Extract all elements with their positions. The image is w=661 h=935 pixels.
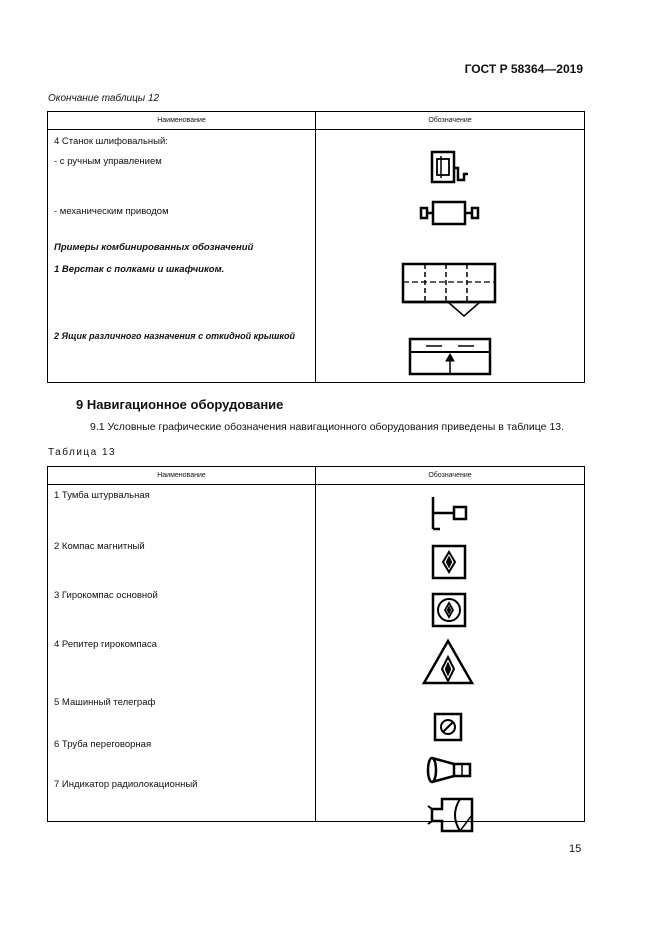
manual-grinding-machine-icon [428,148,478,188]
table-13-caption: Таблица 13 [48,447,117,458]
box-with-hinged-lid-icon [406,336,496,378]
table-12-names-cell [48,130,316,383]
workbench-with-shelves-icon [398,258,502,322]
row-manual-control: - с ручным управлением [54,156,162,167]
row-magnetic-compass: 2 Компас магнитный [54,541,145,552]
row-combined-examples-heading: Примеры комбинированных обозначений [54,242,254,253]
gyro-repeater-icon [420,637,476,689]
table-13 [47,466,585,822]
row-box-with-lid: 2 Ящик различного назначения с откидной крышкой [54,331,295,341]
table-continuation-caption: Окончание таблицы 12 [48,93,160,104]
main-gyrocompass-icon [430,591,470,631]
table-12 [47,111,585,383]
steering-pedestal-icon [430,493,474,533]
row-grinding-machine: 4 Станок шлифовальный: [54,136,168,147]
speaking-tube-icon [424,755,476,787]
standard-number: ГОСТ Р 58364—2019 [464,62,583,76]
column-header-name: Наименование [48,467,316,485]
column-header-symbol: Обозначение [316,112,585,130]
section-9-paragraph: 9.1 Условные графические обозначения навигационного оборудования приведены в таблице 13. [90,421,565,433]
table-13-symbols-cell [316,485,585,822]
table-13-names-cell [48,485,316,822]
row-gyro-repeater: 4 Репитер гирокомпаса [54,639,157,650]
row-workbench: 1 Верстак с полками и шкафчиком. [54,264,225,275]
column-header-symbol: Обозначение [316,467,585,485]
row-radar-indicator: 7 Индикатор радиолокационный [54,779,198,790]
section-9-title: 9 Навигационное оборудование [76,397,284,412]
row-speaking-tube: 6 Труба переговорная [54,739,152,750]
mechanical-grinding-machine-icon [418,198,482,230]
row-mechanical-drive: - механическим приводом [54,206,169,217]
row-engine-telegraph: 5 Машинный телеграф [54,697,156,708]
page-number: 15 [569,843,582,855]
table-12-symbols-cell [316,130,585,383]
column-header-name: Наименование [48,112,316,130]
engine-telegraph-icon [432,711,466,745]
row-main-gyrocompass: 3 Гирокомпас основной [54,590,158,601]
row-steering-pedestal: 1 Тумба штурвальная [54,490,150,501]
radar-indicator-icon [424,795,478,835]
magnetic-compass-icon [430,543,470,583]
